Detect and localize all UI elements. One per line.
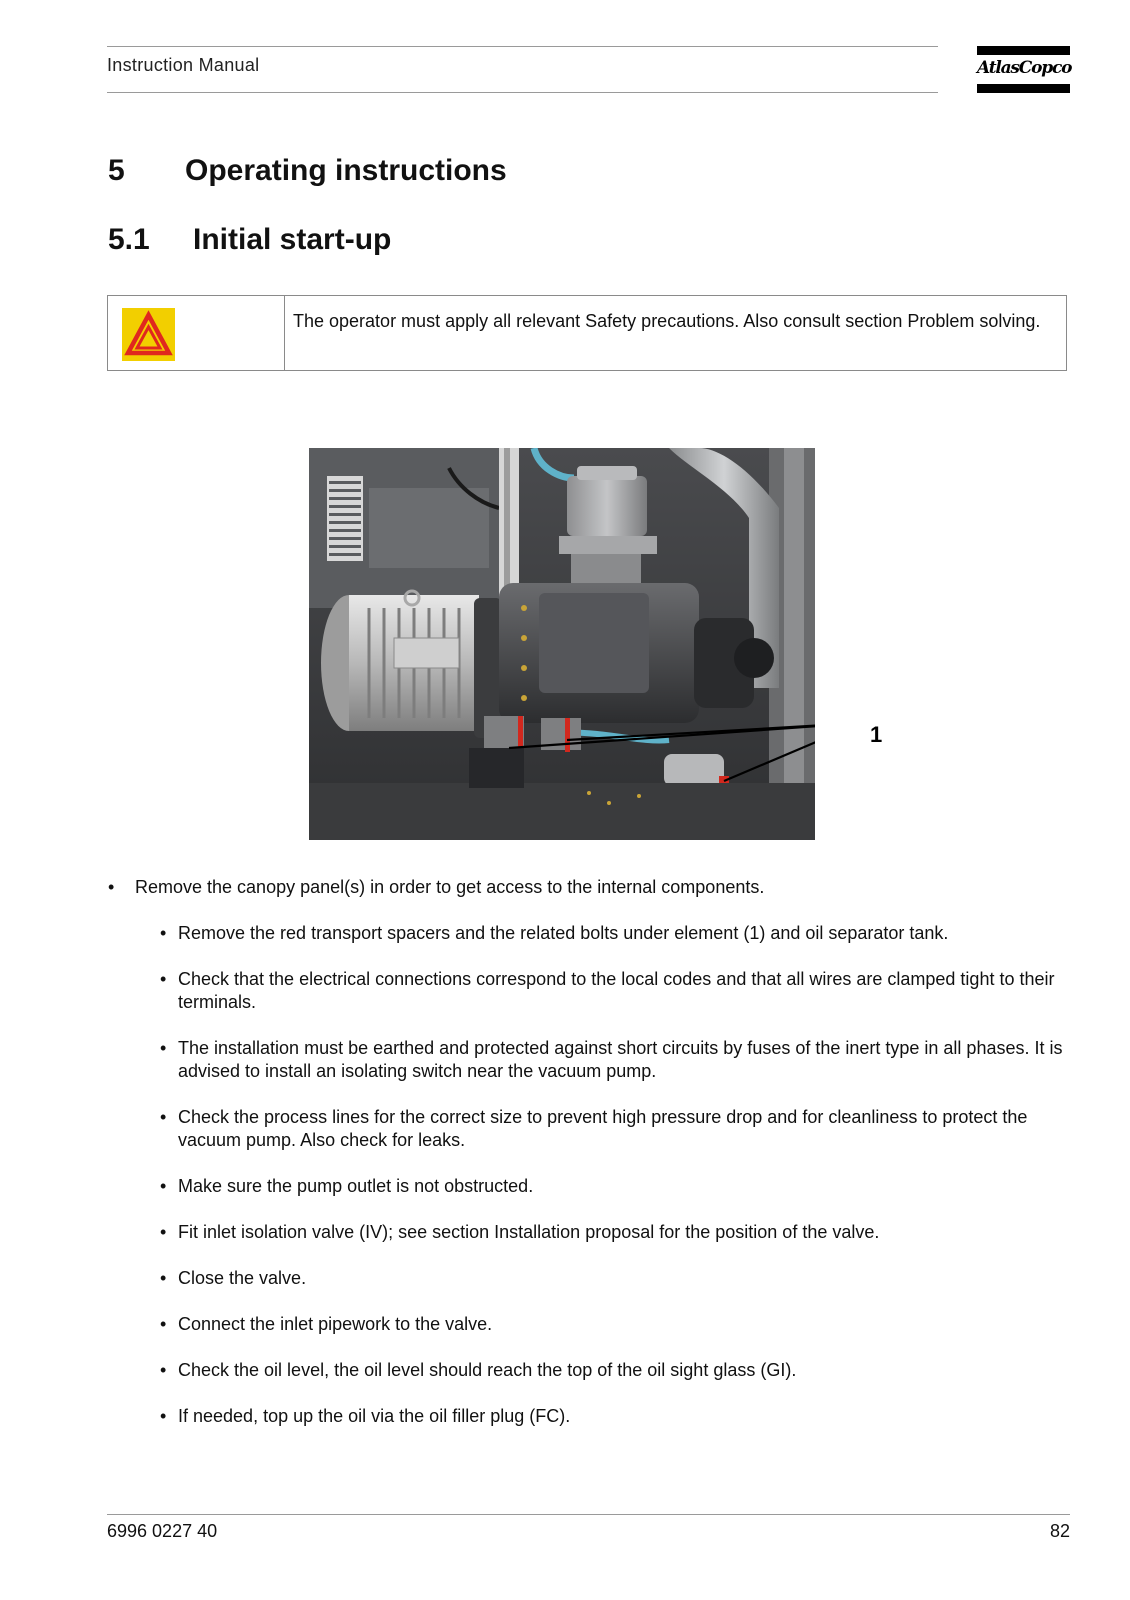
list-item [160,1175,1070,1198]
step-text: Connect the inlet pipework to the valve. [178,1314,493,1334]
bullet-glyph: • [160,1038,167,1058]
startup-steps-list [160,922,1070,1451]
footer-rule [107,1514,1070,1515]
list-item [160,1037,1070,1083]
bullet-glyph: • [108,877,115,897]
step-text: Check the process lines for the correct size to prevent high pressure drop and for cleanliness to protect the vacuum pump. Also check for leaks. [178,1107,1028,1150]
section-number: 5 [108,154,125,187]
figure-callout-label: 1 [870,722,883,747]
safety-notice [107,295,1067,371]
logo-wordmark: AtlasCopco [977,58,1072,78]
list-item [160,968,1070,1014]
list-item [160,1221,1070,1244]
document-number: 6996 0227 40 [107,1521,218,1541]
header-title: Instruction Manual [107,55,260,75]
bullet-glyph: • [160,969,167,989]
header-rule-bottom [107,92,938,93]
pump-illustration [309,448,815,840]
step-text: Close the valve. [178,1268,307,1288]
step-text: Fit inlet isolation valve (IV); see section Installation proposal for the position of the valve. [178,1222,880,1242]
step-text: Check the oil level, the oil level should reach the top of the oil sight glass (GI). [178,1360,797,1380]
bullet-glyph: • [160,1406,167,1426]
list-item [160,1405,1070,1428]
header-rule-top [107,46,938,47]
step-text: If needed, top up the oil via the oil filler plug (FC). [178,1406,571,1426]
section-title: Operating instructions [185,154,507,187]
list-item [160,1313,1070,1336]
main-bullet-text: Remove the canopy panel(s) in order to get access to the internal components. [135,877,765,897]
step-text: Remove the red transport spacers and the related bolts under element (1) and oil separator tank. [178,923,949,943]
page-number: 82 [1049,1521,1070,1541]
step-text: Check that the electrical connections correspond to the local codes and that all wires are clamped tight to their terminals. [178,969,1055,1012]
bullet-glyph: • [160,1314,167,1334]
step-text: The installation must be earthed and protected against short circuits by fuses of the inert type in all phases. It is advised to install an isolating switch near the vacuum pump. [178,1038,1063,1081]
bullet-glyph: • [160,923,167,943]
atlas-copco-logo [977,46,1070,94]
subsection-title: Initial start-up [193,223,392,256]
warning-triangle-icon [122,308,175,361]
bullet-glyph: • [160,1222,167,1242]
subsection-number: 5.1 [108,223,150,256]
notice-divider [284,296,285,370]
bullet-glyph: • [160,1176,167,1196]
bullet-glyph: • [160,1360,167,1380]
notice-text: The operator must apply all relevant Safety precautions. Also consult section Problem solving. [293,311,1041,331]
list-item [160,922,1070,945]
list-item [160,1359,1070,1382]
step-text: Make sure the pump outlet is not obstructed. [178,1176,534,1196]
list-item [160,1267,1070,1290]
bullet-glyph: • [160,1268,167,1288]
bullet-glyph: • [160,1107,167,1127]
list-item [160,1106,1070,1152]
